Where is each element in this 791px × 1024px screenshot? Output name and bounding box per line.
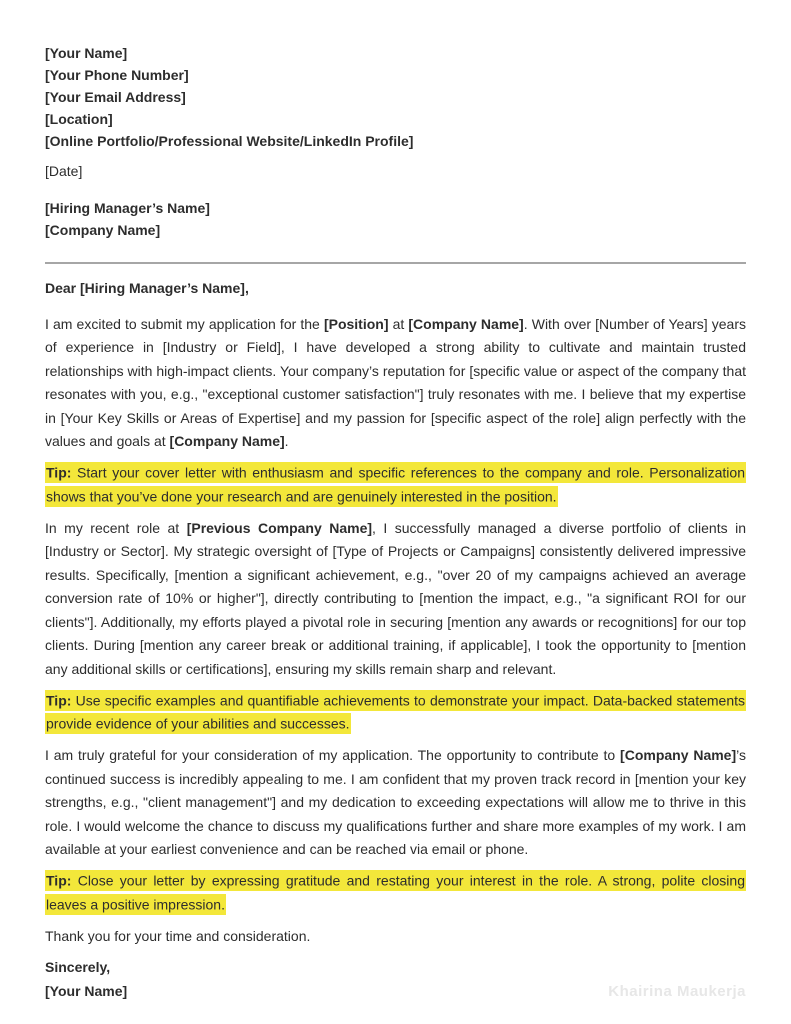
tip-3-highlight: Tip: Close your letter by expressing gratitude and restating your interest in the role. A strong, polite closing leaves a positive impression. <box>45 870 746 915</box>
hiring-manager-line: [Hiring Manager’s Name] <box>45 200 210 216</box>
sender-name-line: [Your Name] <box>45 45 128 61</box>
body-paragraph-2: In my recent role at [Previous Company Name], I successfully managed a diverse portfolio of clients in [Industry or Sector]. My strategic oversight of [Type of Projects or Campaigns] consistently delivered impressive results. Specifically, [mention a significant achievement, e.g., "over 20 of my campaigns achieved an average conversion rate of 10% or higher"], directly contributing to [mention the impact, e.g., "a significant ROI for our clients"]. Additionally, my efforts played a pivotal role in securing [mention any awards or recognitions] for our top clients. During [mention any career break or additional training, if applicable], I took the opportunity to [mention any additional skills or certifications], ensuring my skills remain sharp and relevant. <box>45 519 746 677</box>
watermark: Khairina Maukerja <box>608 982 746 1000</box>
body-paragraph-1: I am excited to submit my application for the [Position] at [Company Name]. With over [Number of Years] years of experience in [Industry or Field], I have developed a strong ability to cultivate and maintain trusted relationships with high-impact clients. Your company’s reputation for [specific value or aspect of the company that resonates with you, e.g., "exceptional customer satisfaction"] truly resonates with me. I believe that my expertise in [Your Key Skills or Areas of Expertise] and my passion for [specific aspect of the role] align perfectly with the values and goals at [Company Name]. <box>45 315 746 449</box>
sender-contact-block <box>45 42 746 152</box>
signature-name: [Your Name] <box>45 982 128 999</box>
recipient-block <box>45 197 746 241</box>
sender-portfolio-line: [Online Portfolio/Professional Website/LinkedIn Profile] <box>45 133 414 149</box>
signature-row <box>45 980 746 1004</box>
tip-2 <box>45 689 746 736</box>
tip-1-highlight: Tip: Start your cover letter with enthusiasm and specific references to the company and role. Personalization shows that you’ve done your research and are genuinely interested in the position. <box>45 462 746 507</box>
tip-3 <box>45 870 746 917</box>
sender-email-line: [Your Email Address] <box>45 89 186 105</box>
header-divider <box>45 262 746 264</box>
date-line: [Date] <box>45 163 83 179</box>
company-name-line: [Company Name] <box>45 222 161 238</box>
greeting: Dear [Hiring Manager’s Name], <box>45 280 249 296</box>
thanks-line: Thank you for your time and consideration. <box>45 927 311 944</box>
sender-phone-line: [Your Phone Number] <box>45 67 189 83</box>
tip-2-highlight: Tip: Use specific examples and quantifiable achievements to demonstrate your impact. Data-backed statements provide evidence of your abilities and successes. <box>45 690 746 735</box>
tip-1 <box>45 462 746 509</box>
body-paragraph-3: I am truly grateful for your consideration of my application. The opportunity to contribute to [Company Name]’s continued success is incredibly appealing to me. I am confident that my proven track record in [mention your key strengths, e.g., "client management"] and my dedication to exceeding expectations will allow me to thrive in this role. I would welcome the chance to discuss my qualifications further and share more examples of my work. I am available at your earliest convenience and can be reached via email or phone. <box>45 747 746 857</box>
signoff: Sincerely, <box>45 959 111 975</box>
sender-location-line: [Location] <box>45 111 113 127</box>
